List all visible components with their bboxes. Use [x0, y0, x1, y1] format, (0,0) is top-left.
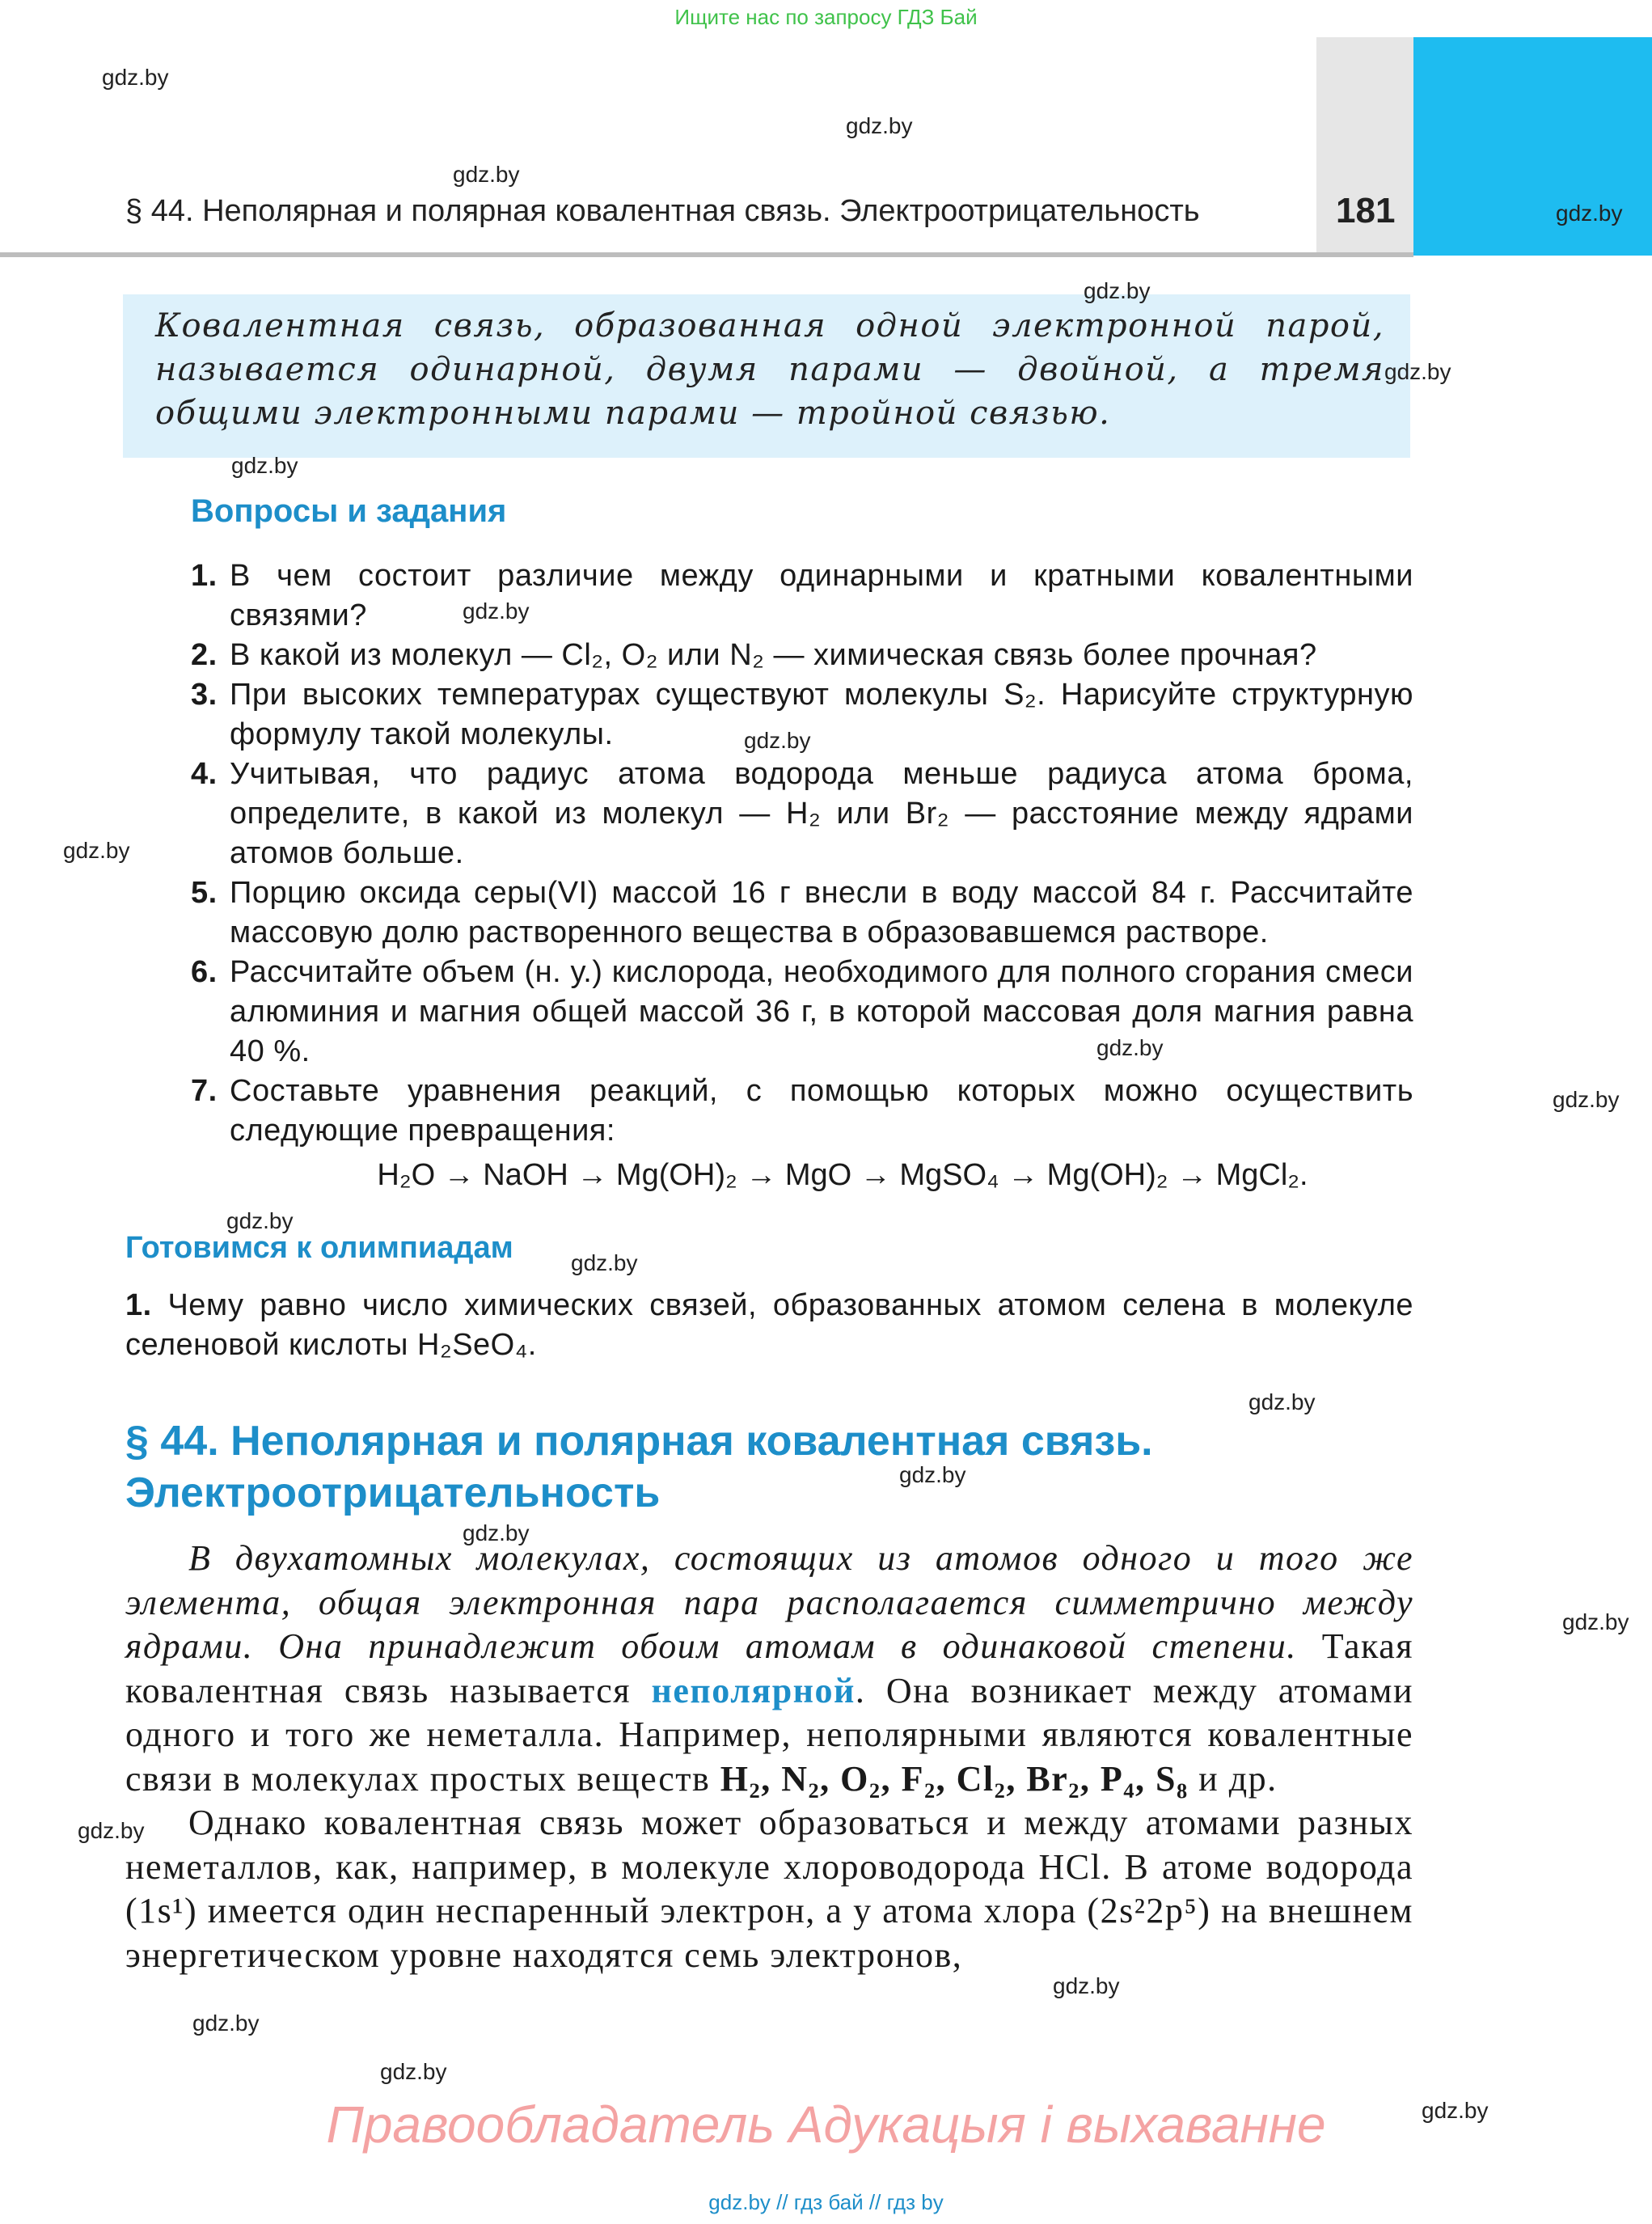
watermark: gdz.by [899, 1462, 966, 1487]
watermark: gdz.by [463, 598, 530, 624]
reaction-chain: H₂O → NaOH → Mg(OH)₂ → MgO → MgSO₄ → Mg(OH)₂ → MgCl₂. [377, 1158, 1308, 1192]
copyright-notice: Правообладатель Адукацыя і выхаванне [326, 2095, 1326, 2154]
question-item: 7. Составьте уравнения реакций, с помощью которых можно осуществить следующие превращения: [191, 1074, 1413, 1148]
question-item: 6. Рассчитайте объем (н. у.) кислорода, необходимого для полного сгорания смеси алюминия и магния общей массой 36 г, в которой массовая доля магния равна 40 %. [191, 955, 1413, 1068]
watermark: gdz.by [1084, 278, 1151, 303]
header-rule [0, 252, 1413, 257]
watermark: gdz.by [1384, 359, 1451, 384]
olympiad-question: 1. Чему равно число химических связей, образованных атомом селена в молекуле селеновой кислоты H₂SeO₄. [125, 1288, 1413, 1362]
question-item: 1. В чем состоит различие между одинарными и кратными ковалентными связями? [191, 559, 1413, 632]
watermark: gdz.by [1249, 1389, 1316, 1414]
question-item: 5. Порцию оксида серы(VI) массой 16 г внесли в воду массой 84 г. Рассчитайте массовую долю растворенного вещества в образовавшемся растворе. [191, 876, 1413, 949]
question-item: 2. В какой из молекул — Cl₂, O₂ или N₂ — химическая связь более прочная? [191, 638, 1317, 672]
definition-text: Ковалентная связь, образованная одной электронной парой, называется одинарной, двумя парами — двойной, а тремя общими электронными парами — тройной связью. [155, 307, 1384, 432]
questions-list [191, 556, 1413, 1195]
watermark: gdz.by [231, 453, 298, 478]
watermark: gdz.by [1556, 201, 1623, 226]
olympiad-heading: Готовимся к олимпиадам [125, 1231, 513, 1265]
question-item: 3. При высоких температурах существуют молекулы S₂. Нарисуйте структурную формулу такой молекулы. [191, 678, 1413, 751]
watermark: gdz.by [78, 1818, 145, 1843]
top-banner: Ищите нас по запросу ГДЗ Бай [674, 5, 978, 29]
watermark: gdz.by [102, 65, 169, 90]
watermark: gdz.by [63, 838, 130, 863]
keyword-nonpolar: неполярной [651, 1670, 856, 1710]
running-header: § 44. Неполярная и полярная ковалентная связь. Электроотрицательность [125, 194, 1200, 228]
watermark: gdz.by [380, 2059, 447, 2084]
watermark: gdz.by [1553, 1087, 1620, 1112]
questions-heading: Вопросы и задания [191, 493, 507, 529]
watermark: gdz.by [744, 728, 811, 753]
watermark: gdz.by [571, 1250, 638, 1275]
paragraph: Однако ковалентная связь может образоваться и между атомами разных неметаллов, как, например, в молекуле хлороводорода HCl. В атоме водорода (1s¹) имеется один неспаренный электрон, а у атома хлора (2s²2p⁵) на внешнем энергетическом уровне находятся семь электронов, [125, 1803, 1413, 1975]
section-title: § 44. Неполярная и полярная ковалентная связь. Электроотрицательность [125, 1418, 1153, 1516]
watermark: gdz.by [226, 1208, 294, 1233]
watermark: gdz.by [453, 162, 520, 187]
section-body [125, 1537, 1413, 1977]
watermark: gdz.by [1053, 1973, 1120, 1998]
watermark: gdz.by [192, 2010, 260, 2036]
question-item: 4. Учитывая, что радиус атома водорода меньше радиуса атома брома, определите, в какой из молекул — H₂ или Br₂ — расстояние между ядрами атомов больше. [191, 757, 1413, 870]
footer-links: gdz.by // гдз бай // гдз by [708, 2190, 944, 2214]
page-number: 181 [1336, 191, 1396, 230]
watermark: gdz.by [1562, 1609, 1629, 1634]
watermark: gdz.by [846, 113, 913, 138]
paragraph: В двухатомных молекулах, состоящих из атомов одного и того же элемента, общая электронная пара располагается симметрично между ядрами. Она принадлежит обоим атомам в одинаковой степени. Такая ковалентная связь называется неполярной. Она возникает между атомами одного и того же неметалла. Например, неполярными являются ковалентные связи в молекулах простых веществ H₂, N₂, O₂, F₂, Cl₂, Br₂, P₄, S₈ и др. [125, 1538, 1413, 1799]
watermark: gdz.by [1422, 2098, 1489, 2123]
watermark: gdz.by [1096, 1035, 1164, 1060]
watermark: gdz.by [463, 1520, 530, 1545]
